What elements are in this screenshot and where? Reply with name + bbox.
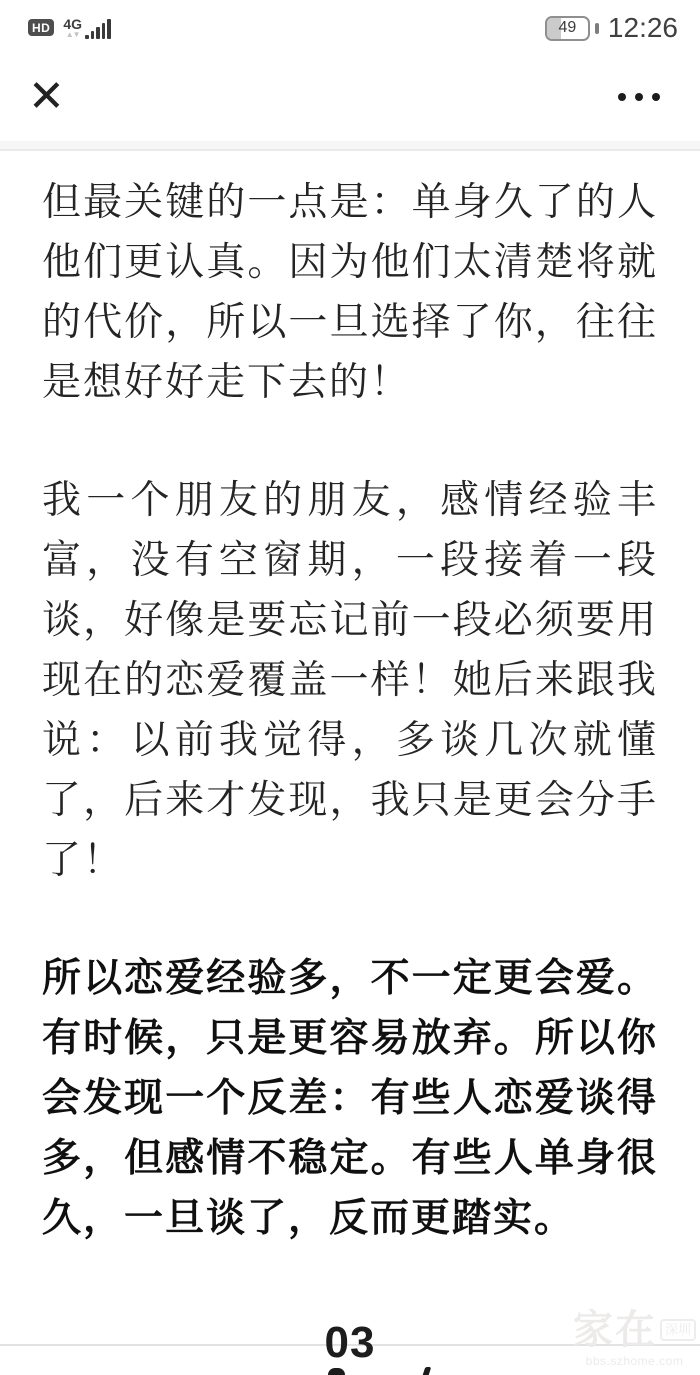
data-updown-arrows-icon: ▲▼	[65, 30, 80, 39]
status-left-cluster	[28, 17, 111, 39]
watermark	[573, 1308, 696, 1368]
article-nav-bar	[0, 48, 700, 146]
close-icon[interactable]: ✕	[28, 71, 65, 122]
article-paragraph: 我一个朋友的朋友，感情经验丰富，没有空窗期，一段接着一段谈，好像是要忘记前一段必须要用现在的恋爱覆盖一样！她后来跟我说：以前我觉得，多谈几次就懂了，后来才发现，我只是更会分手了！	[42, 479, 658, 882]
battery-cap	[595, 23, 599, 34]
battery-icon	[545, 16, 590, 41]
article-body	[0, 151, 700, 1307]
article-paragraph: 但最关键的一点是：单身久了的人他们更认真。因为他们太清楚将就的代价，所以一旦选择了你，往往是想好好走下去的！	[42, 181, 658, 404]
watermark-city-badge: 深圳	[660, 1319, 696, 1341]
watermark-site-url: bbs.szhome.com	[585, 1354, 684, 1368]
section-number: 03	[324, 1318, 376, 1367]
status-bar	[0, 0, 700, 48]
watermark-site-name: 家在	[572, 1308, 657, 1352]
clock-time: 12:26	[607, 12, 678, 43]
more-dot	[635, 93, 643, 101]
signal-bars-icon	[85, 19, 111, 39]
network-type-label: 4G	[63, 16, 83, 32]
signal-icon	[63, 17, 110, 39]
article-paragraph: 所以恋爱经验多，不一定更会爱。有时候，只是更容易放弃。所以你会发现一个反差：有些人恋爱谈得多，但感情不稳定。有些人单身很久，一旦谈了，反而更踏实。	[42, 957, 658, 1240]
cutoff-glyph	[328, 1368, 345, 1375]
status-right-cluster	[545, 12, 678, 44]
battery-percent: 49	[558, 19, 577, 36]
header-shadow-band	[0, 141, 700, 149]
cutoff-glyph	[423, 1367, 432, 1375]
more-dot	[618, 93, 626, 101]
more-icon[interactable]	[618, 93, 660, 101]
more-dot	[652, 93, 660, 101]
hd-icon: HD	[28, 19, 54, 36]
